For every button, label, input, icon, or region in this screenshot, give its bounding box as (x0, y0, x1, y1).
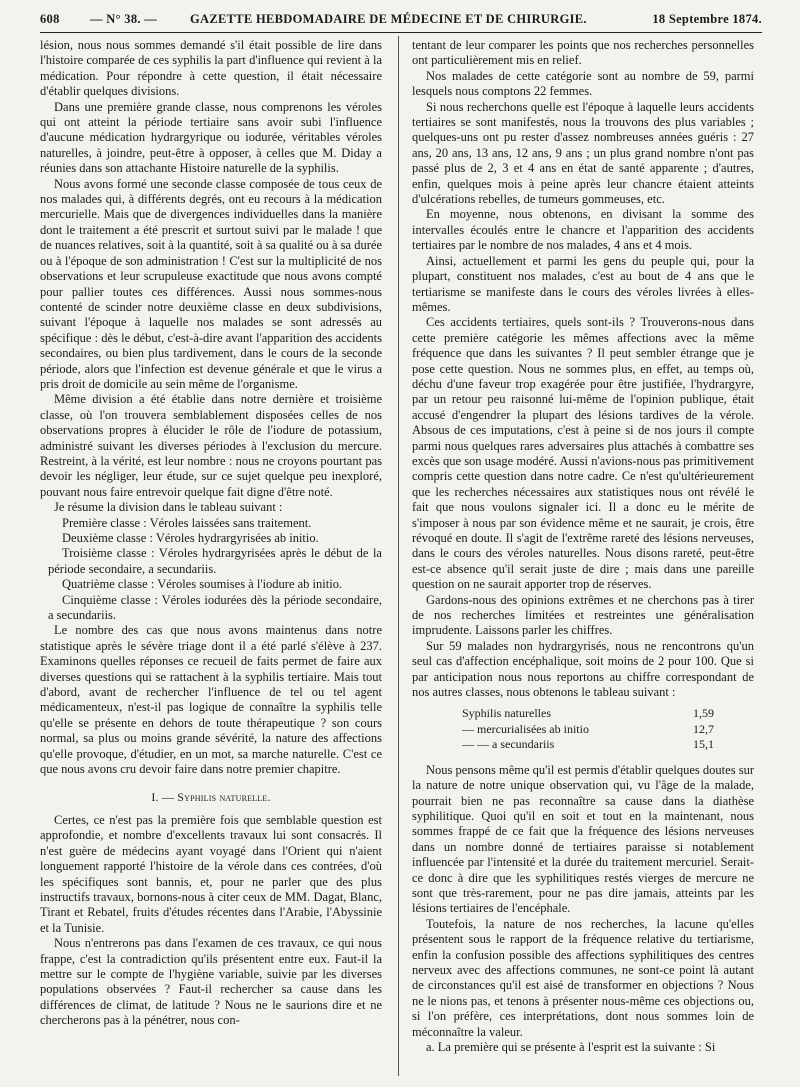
section-title: I. — Syphilis naturelle. (151, 789, 271, 804)
paragraph: Je résume la division dans le tableau suivant : (54, 500, 283, 515)
class-item: Troisième classe : Véroles hydrargyrisées après le début de la période secondaire, a secundariis. (48, 546, 382, 576)
table-row (412, 706, 754, 721)
table-value: 1,59 (693, 706, 714, 721)
issue-date: 18 Septembre 1874. (652, 12, 762, 26)
paragraph: Nous pensons même qu'il est permis d'établir quelques doutes sur la nature de notre unique observation qui, vu l'âge de la malade, pourrait bien ne pas reconnaître sa cause dans la diathèse syphilitique. Quoi qu'il en soit et tout en la maintenant, nous sommes frappé de ce fait que la fréquence des lésions nerveuses dans un nombre donné de tertiaires paraisse si notablement influencée par l'intensité et la durée du traitement mercuriel. Serait-ce donc à dire que les syphilitiques restés vierges de mercure ne sont que très-rarement, pour ne pas dire jamais, atteints par les lésions tertiaires de l'encéphale. (412, 762, 754, 916)
table-label: Syphilis naturelles (462, 706, 551, 721)
paragraph: lésion, nous nous sommes demandé s'il était possible de lire dans l'histoire comparée de ces syphilis la part d'influence qui revient à la médication. Pour répondre à cette question, il était nécessaire d'établir quelques divisions. (40, 38, 382, 99)
page-number: 608 (40, 12, 60, 26)
page-header (40, 8, 762, 33)
paragraph: Sur 59 malades non hydrargyrisés, nous ne rencontrons qu'un seul cas d'affection encéphalique, soit moins de 2 pour 100. Que si par anticipation nous nous reportons au chiffre correspondant de nos autres classes, nous obtenons le tableau suivant : (412, 638, 754, 700)
paragraph: Nous n'entrerons pas dans l'examen de ces travaux, ce qui nous frappe, c'est la contradiction qu'ils présentent entre eux. Faut-il la mettre sur le compte de l'hygiène variable, suivie par les diverses populations observées ? Faut-il rechercher sa cause dans les différences de climat, de latitude ? Nous ne le saurions dire et ne chercherons pas à la pénétrer, nous con- (40, 936, 382, 1028)
table-row (412, 722, 754, 737)
paragraph: Ainsi, actuellement et parmi les gens du peuple qui, pour la plupart, constituent nos malades, c'est au bout de 4 ans que le tertiarisme se manifeste dans le cours des véroles livrées à elles-mêmes. (412, 253, 754, 314)
left-column (40, 38, 382, 1029)
column-divider (398, 36, 399, 1076)
table-row (412, 737, 754, 752)
paragraph: Si nous recherchons quelle est l'époque à laquelle leurs accidents tertiaires se sont manifestés, nous la trouvons des plus variables ; quelques-uns ont pu rester d'assez nombreuses années guéris : 27 ans, 20 ans, 13 ans, 12 ans, 9 ans ; un plus grand nombre n'ont pas passé plus de 2, 3 et 4 ans en état de santé apparente ; d'autres, enfin, quelques mois à peine après leur chancre étaient atteints d'ulcérations rebelles, de tumeurs gommeuses, etc. (412, 99, 754, 207)
class-item: Quatrième classe : Véroles soumises à l'iodure ab initio. (62, 577, 343, 592)
table-label: — — a secundariis (462, 737, 555, 752)
paragraph: tentant de leur comparer les points que nos recherches personnelles ont particulièrement mis en relief. (412, 38, 754, 68)
statistics-table (412, 706, 754, 752)
journal-title: GAZETTE HEBDOMADAIRE DE MÉDECINE ET DE CHIRURGIE. (190, 12, 587, 26)
paragraph: En moyenne, nous obtenons, en divisant la somme des intervalles écoulés entre le chancre et l'apparition des accidents tertiaires par le nombre de nos malades, 4 ans et 4 mois. (412, 207, 754, 253)
paragraph: Le nombre des cas que nous avons maintenus dans notre statistique après le sévère triage dont il a été parlé s'élève à 237. Examinons quelles réponses ce recueil de faits permet de faire aux diverses questions qui se rattachent à la syphilis tertiaire. Mais tout d'abord, avant de rechercher l'influence de tel ou tel agent médicamenteux, n'est-il pas logique de connaître la syphilis telle qu'elle se présente en dehors de toute thérapeutique ? son cours normal, sa plus ou moins grande sévérité, la nature des affections qu'elle provoque, d'étudier, en un mot, sa marche naturelle. C'est ce que nous avons cru devoir faire dans notre premier chapitre. (40, 623, 382, 777)
paragraph: a. La première qui se présente à l'esprit est la suivante : Si (426, 1040, 716, 1054)
right-column (412, 38, 754, 1055)
paragraph: Nos malades de cette catégorie sont au nombre de 59, parmi lesquels nous comptons 22 femmes. (412, 68, 754, 99)
class-item: Cinquième classe : Véroles iodurées dès la période secondaire, a secundariis. (48, 592, 382, 623)
table-value: 15,1 (693, 737, 714, 752)
paragraph: Gardons-nous des opinions extrêmes et ne cherchons pas à tirer de nos recherches limitées et restreintes une généralisation imprudente. Laissons parler les chiffres. (412, 592, 754, 638)
paragraph: Même division a été établie dans notre dernière et troisième classe, où l'on trouvera semblablement disposées celles de nos observations propres à élucider le rôle de l'iodure de potassium, administré suivant les diverses périodes à l'exclusion du mercure. Restreint, à la vérité, est leur nombre : nous ne croyons pourtant pas devoir les négliger, leur étude, sur ce sujet quelque peu inexploré, pouvant nous faire entrevoir quelque fait digne d'être noté. (40, 392, 382, 499)
table-value: 12,7 (693, 721, 714, 736)
issue-number: — N° 38. — (90, 12, 158, 26)
class-item: Deuxième classe : Véroles hydrargyrisées ab initio. (62, 531, 319, 545)
paragraph: Nous avons formé une seconde classe composée de tous ceux de nos malades qui, à différents degrés, ont eu recours à la médication mercurielle. Mais que de divergences individuelles dans la manière dont le traitement a été prescrit et surtout suivi par le malade ! que de nuances relatives, soit à la quantité, soit à sa qualité ou à sa durée ou à l'époque de son administration ! C'est sur la multiplicité de nos observations et leur scrupuleuse exactitude que nous avons compté pour pallier toutes ces différences. Aussi nous sommes-nous contenté de scinder notre deuxième classe en deux subdivisions, suivant l'époque à laquelle nos malades se sont adressés au spécifique : dès le début, c'est-à-dire avant l'apparition des accidents secondaires, ou bien plus tardivement, dans le cours de la seconde période, alors que l'infection est devenue générale et que le virus a pris droit de domicile au sein même de l'organisme. (40, 176, 382, 391)
paragraph: Certes, ce n'est pas la première fois que semblable question est approfondie, et nombre d'excellents travaux lui sont consacrés. Il n'est guère de médecins ayant voyagé dans l'Orient qui n'aient longuement rapporté l'histoire de la vérole dans ces contrées, d'où les spécifiques sont bannis, et, pour ne parler que des plus instructifs travaux, bornons-nous à citer ceux de MM. Dagat, Blanc, Tirant et Rebatel, fruits d'études récentes dans l'Arabie, l'Abyssinie et la Tunisie. (40, 812, 382, 935)
paragraph: Dans une première grande classe, nous comprenons les véroles qui ont atteint la période tertiaire sans avoir subi l'influence d'aucune médication hydrargyrique ou iodurée, véritables véroles naturelles, à joindre, peut-être à opposer, à celles que M. Diday a réunies dans son attachante Histoire naturelle de la syphilis. (40, 99, 382, 176)
class-item: Première classe : Véroles laissées sans traitement. (62, 515, 312, 530)
paragraph: Toutefois, la nature de nos recherches, la lacune qu'elles présentent sous le rapport de la fréquence relative du tertiarisme, enfin la confusion possible des affections syphilitiques des centres nerveux avec des affections communes, ne sont-ce point là autant de circonstances qu'il est aisé de transformer en objections ? Nous ne le nions pas, et tenons à présenter nous-même ces objections ou, si l'on préfère, ces interprétations, dont nous sommes loin de méconnaître la valeur. (412, 916, 754, 1039)
table-label: — mercurialisées ab initio (462, 721, 589, 736)
paragraph: Ces accidents tertiaires, quels sont-ils ? Trouverons-nous dans cette première catégorie les mêmes affections avec la même fréquence que dans les suivantes ? Il peut sembler étrange que je pose cette question. Nous ne sommes plus, en effet, au temps où, déchu d'une faveur trop exagérée pour être justifiée, l'hydrargyre, par un retour peu raisonné lui-même de l'opinion publique, était accusé d'engendrer la plupart des lésions tardives de la vérole. Absous de ces imputations, c'est à peine si de nos jours il compte parmi nous quelques rares adversaires plus attachés à combattre ses excès que son usage modéré. Aussi n'avions-nous pas primitivement compris cette question dans notre cadre. Ce n'est qu'ultérieurement que les recherches nécessaires aux statistiques nous ont révélé le fait que nous voulons signaler ici. Il a donc eu le mérite de s'imposer à nous par son évidence même et ne saurait, je crois, être révoqué en doute. Il s'agit de l'extrême rareté des lésions nerveuses, dans le cours des véroles naturelles. Nous disons rareté, peut-être est-ce absence qu'il serait juste de dire ; mais dans une pareille question on ne saurait apporter trop de réserves. (412, 315, 754, 592)
